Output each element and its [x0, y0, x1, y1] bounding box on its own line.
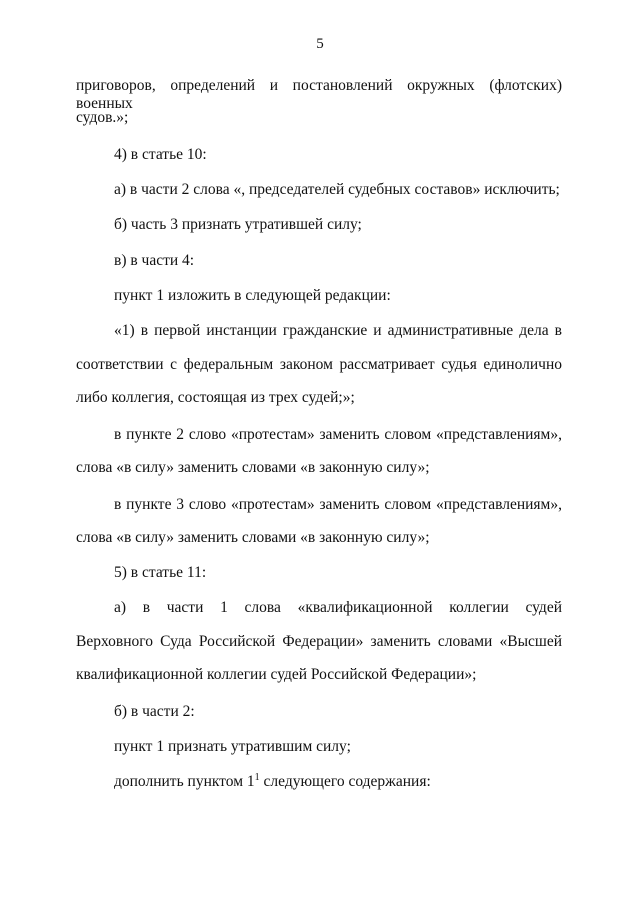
text-line: слова «в силу» заменить словами «в законную силу»; [76, 459, 430, 476]
text-line: квалификационной коллегии судей Российской Федерации»; [76, 666, 477, 683]
text-line: б) в части 2: [114, 703, 195, 720]
text-line: пункт 1 изложить в следующей редакции: [114, 287, 391, 304]
text-line: либо коллегия, состоящая из трех судей;»; [76, 389, 355, 406]
page-number: 5 [316, 36, 324, 52]
text-line: приговоров, определений и постановлений окружных (флотских) военных [76, 77, 562, 112]
text-line-part: следующего содержания: [259, 773, 431, 790]
text-line [114, 773, 431, 791]
text-line: судов.»; [76, 109, 129, 126]
text-line: слова «в силу» заменить словами «в законную силу»; [76, 529, 430, 546]
text-line: в) в части 4: [114, 252, 195, 269]
text-line: Верховного Суда Российской Федерации» заменить словами «Высшей [76, 633, 562, 650]
text-line: а) в части 1 слова «квалификационной коллегии судей [114, 599, 562, 616]
superscript: 1 [254, 772, 260, 783]
text-line: б) часть 3 признать утратившей силу; [114, 216, 362, 233]
text-line: пункт 1 признать утратившим силу; [114, 738, 351, 755]
text-line-part: дополнить пунктом 1 [114, 773, 255, 790]
text-line: в пункте 3 слово «протестам» заменить словом «представлениям», [114, 496, 562, 513]
text-line: соответствии с федеральным законом рассматривает судья единолично [76, 356, 562, 373]
text-line: 5) в статье 11: [114, 564, 207, 581]
text-line: в пункте 2 слово «протестам» заменить словом «представлениям», [114, 426, 562, 443]
text-line: а) в части 2 слова «, председателей судебных составов» исключить; [114, 181, 560, 198]
text-line: 4) в статье 10: [114, 146, 207, 163]
text-line: «1) в первой инстанции гражданские и административные дела в [114, 322, 562, 339]
